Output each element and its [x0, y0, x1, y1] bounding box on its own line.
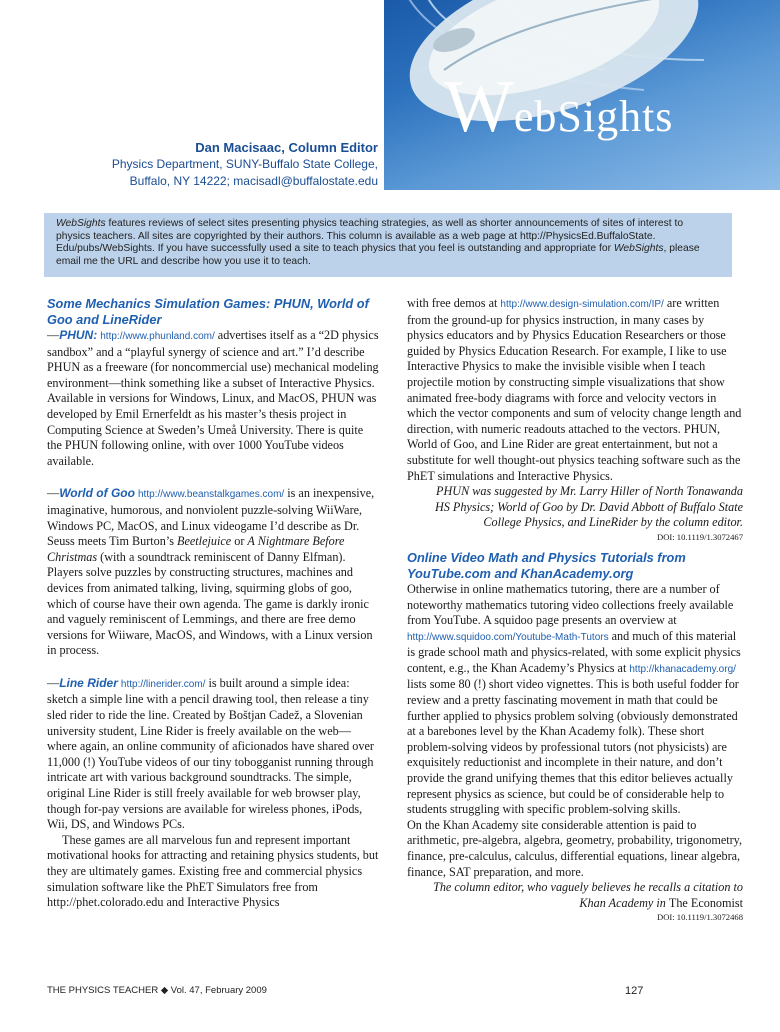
paragraph-world-of-goo [47, 486, 380, 659]
link-squidoo[interactable]: http://www.squidoo.com/Youtube-Math-Tutors [407, 631, 609, 643]
dash: — [47, 486, 60, 501]
editor-affiliation: Physics Department, SUNY-Buffalo State College, [111, 157, 378, 171]
dash: — [47, 675, 60, 690]
suggestion-credit-2: HS Physics; World of Goo by Dr. David Abbott of Buffalo State [434, 499, 743, 514]
link-line-rider[interactable]: http://linerider.com/ [120, 678, 206, 690]
section-heading-video-tutorials: Online Video Math and Physics Tutorials from YouTube.com and KhanAcademy.org [407, 549, 686, 581]
cont-text-2: are written from the ground-up for physics instruction, in many cases by physics educators and by Physics Education Researchers or those guided by Physics Education Research. For example, I like to use Interactive Physics to make the invisible visible when I teach projectile motion by constructing simple visualizations that show animated free-body diagrams with force and velocity vectors in which the vector components and sum of velocity change length and direction, with numeric readouts attached to the vectors. PHUN, World of Goo, and Line Rider are great entertainment, but not a substitute for well thought-out physics teaching software such as the PhET simulations and Interactive Physics. [407, 296, 742, 483]
paragraph-khan-topics: On the Khan Academy site considerable attention is paid to arithmetic, pre-algebra, algebra, geometry, probability, trigonometry, finance, pre-calculus, calculus, differential equations, linear algebra, finance, SAT preparation, and more. [407, 817, 743, 879]
paragraph-closing: These games are all marvelous fun and represent important motivational hooks for attracting and retaining physics students, but they are ultimately games. Existing free and commercial physics simulation software like the PhET Simulators free from http://phet.colorado.edu and Interactive Physics [47, 832, 379, 910]
site-name-phun: PHUN: [59, 328, 98, 342]
phun-description: advertises itself as a “2D physics sandbox” and a “playful synergy of science and art.” I’d describe PHUN as a freeware (for noncommercial use) mechanical modeling environment—think something like a subset of Interactive Physics. Available in versions for Windows, Linux, and MacOS, PHUN was developed by Emil Ernerfeldt as his master’s thesis project in Computing Science at Sweden’s Umeå University. There is quite the PHUN following online, with over 1000 YouTube videos available. [47, 328, 379, 468]
link-khan-academy[interactable]: http://khanacademy.org/ [629, 663, 736, 675]
goo-text-2: or [231, 534, 248, 549]
editor-name: Dan Macisaac, Column Editor [195, 140, 378, 155]
editor-info [112, 139, 378, 190]
tut-text-3: lists some 80 (!) short video vignettes. This is both useful fodder for review and a pretty fascinating movement in math that could be further applied to physics problem solving (obviously demonstrated at a barebones level by the Khan Academy folk). These short problem-solving videos by professional tutors (not physicists) are exquisitely reductionist and incomplete in their nature, and don’t provide the grand unifying themes that this editor believes actually represent physics as science, but could be of considerable help to students struggling with specific problem-solving skills. [407, 677, 739, 817]
paragraph-line-rider [47, 676, 380, 833]
link-world-of-goo[interactable]: http://www.beanstalkgames.com/ [138, 489, 285, 501]
link-interactive-physics[interactable]: http://www.design-simulation.com/IP/ [500, 299, 664, 310]
journal-footer: THE PHYSICS TEACHER ◆ Vol. 47, February 2009 [47, 985, 267, 996]
doi-2: DOI: 10.1119/1.3072468 [656, 912, 743, 923]
paragraph-video-tutorials [407, 582, 743, 818]
goo-em-1: Beetlejuice [177, 534, 232, 549]
paragraph-phun [47, 328, 380, 469]
paragraph-continuation [407, 296, 743, 484]
intro-lead: WebSights [56, 218, 106, 229]
suggestion-credit-3: College Physics, and LineRider by the column editor. [483, 515, 743, 530]
khan-credit-2 [407, 896, 743, 912]
goo-em-2: A Nightmare Before Christmas [47, 534, 345, 564]
line-rider-description: is built around a simple idea: sketch a simple line with a pencil drawing tool, then release a tiny sled rider to ride the line. Created by Boštjan Cadež, a Slovenian university student, Line Rider is freely available on the web—where again, an online community of aficionados have shared over 11,000 (!) YouTube videos of our tiny tobogganist running through intricate art with various background soundtracks. The simple, original Line Rider is still freely available for web browser play, though for-pay versions are available for wireless phones, iPods, Wii, DS, and Windows PCs. [47, 675, 374, 832]
page-number: 127 [625, 985, 644, 997]
economist-title: The Economist [668, 895, 743, 910]
intro-text-2: , please email me the URL and describe how you use it to teach. [56, 243, 700, 267]
column-logo: WebSights [444, 66, 674, 148]
khan-credit-1: The column editor, who vaguely believes he recalls a citation to [433, 880, 743, 895]
link-phun[interactable]: http://www.phunland.com/ [100, 331, 215, 342]
right-column [407, 296, 743, 924]
cont-text-1: with free demos at [407, 296, 501, 310]
left-column [47, 296, 380, 911]
dash: — [47, 328, 60, 342]
goo-text-1: is an inexpensive, imaginative, humorous, and nonviolent puzzle-solving WiiWare, Windows PC, MacOS, and Linux videogame I’d describe as Dr. Seuss meets Tim Burton’s [47, 486, 375, 549]
tut-text-2: and much of this material is grade school math and physics-related, with some explicit physics content, e.g., the Khan Academy’s Physics at [407, 628, 741, 675]
intro-box [44, 213, 732, 277]
suggestion-credit-1: PHUN was suggested by Mr. Larry Hiller of North Tonawanda [436, 484, 743, 499]
khan-credit-text: Khan Academy in [579, 895, 669, 910]
site-name-world-of-goo: World of Goo [59, 486, 135, 501]
site-name-line-rider: Line Rider [59, 675, 118, 690]
intro-emphasis: WebSights [613, 243, 664, 255]
tut-text-1: Otherwise in online mathematics tutoring, there are a number of noteworthy mathematics tutoring video collections freely available from YouTube. A squidoo page presents an overview at [407, 581, 734, 628]
doi-1: DOI: 10.1119/1.3072467 [656, 531, 743, 542]
section-heading-simulation-games: Some Mechanics Simulation Games: PHUN, World of Goo and LineRider [47, 296, 369, 327]
editor-address: Buffalo, NY 14222; macisadl@buffalostate.edu [129, 174, 378, 188]
goo-text-3: (with a soundtrack reminiscent of Danny Elfman). Players solve puzzles by constructing structures, machines and devices from animated talking, living, squirming globs of goo, which of course have their own agenda. The game is darkly ironic and vaguely reminiscent of Lemmings, and there are free demo versions for Wiiware, MacOS, and Windows, with a Linux version in process. [47, 549, 373, 658]
intro-text-1: features reviews of select sites presenting physics teaching strategies, as well as shorter announcements of sites of interest to physics teachers. All sites are copyrighted by their authors. This column is available as a web page at http://PhysicsEd.BuffaloState. Edu/pubs/WebSights. If you have successfully used a site to teach physics that you feel is outstanding and appropriate for [56, 218, 684, 255]
